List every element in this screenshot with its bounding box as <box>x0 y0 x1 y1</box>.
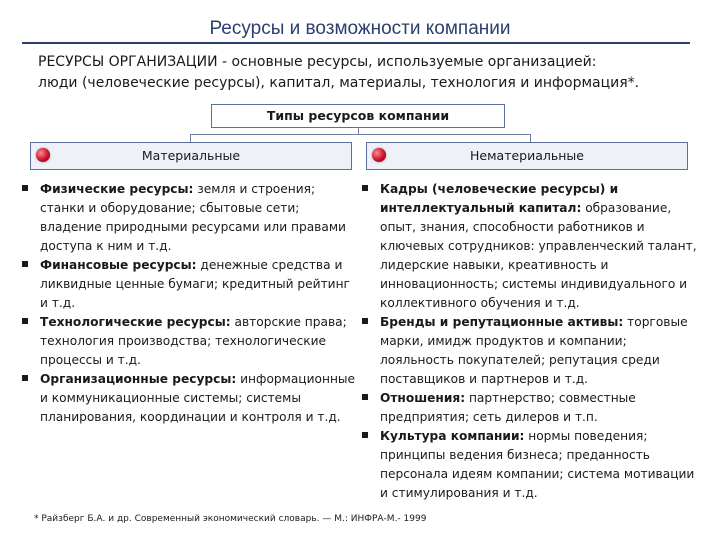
list-item <box>362 180 700 313</box>
item-text: образование, опыт, знания, способности работников и ключевых сотрудников: управленческий талант, лидерские навыки, креативность и инновационность; системы индивидуального и коллективного обучения и т.д. <box>380 201 697 310</box>
square-bullet-icon <box>362 185 368 191</box>
item-text: нормы поведения; принципы ведения бизнеса; преданность персонала идеям компании; система мотивации и стимулирования и т.д. <box>380 429 695 500</box>
list-item <box>22 313 357 370</box>
list-item <box>22 180 357 256</box>
list-item <box>22 370 357 427</box>
item-heading: Физические ресурсы: <box>40 182 194 196</box>
footnote: * Райзберг Б.А. и др. Современный экономический словарь. — М.: ИНФРА-М.- 1999 <box>34 514 427 524</box>
title-underline <box>22 42 690 44</box>
item-text: денежные средства и ликвидные ценные бумаги; кредитный рейтинг и т.д. <box>40 258 350 310</box>
item-text: информационные и коммуникационные системы; системы планирования, координации и контроля и т.д. <box>40 372 356 424</box>
material-resources-list <box>22 180 357 427</box>
definition-text <box>38 52 698 94</box>
list-item <box>22 256 357 313</box>
square-bullet-icon <box>22 261 28 267</box>
connector-horizontal <box>190 134 530 135</box>
list-item <box>362 389 700 427</box>
item-text: авторские права; технология производства; технологические процессы и т.д. <box>40 315 347 367</box>
item-text: торговые марки, имидж продуктов и компании; лояльность покупателей; репутация среди поставщиков и партнеров и т.д. <box>380 315 688 386</box>
nonmaterial-category-box <box>366 142 688 170</box>
page-title: Ресурсы и возможности компании <box>209 18 511 39</box>
item-heading: Отношения: <box>380 391 466 405</box>
resource-types-box: Типы ресурсов компании <box>211 104 505 128</box>
nonmaterial-resources-list <box>362 180 700 503</box>
item-heading: Культура компании: <box>380 429 525 443</box>
definition-line-2: люди (человеческие ресурсы), капитал, материалы, технология и информация*. <box>38 75 640 91</box>
connector-left-drop <box>190 134 191 142</box>
item-heading: Технологические ресурсы: <box>40 315 231 329</box>
square-bullet-icon <box>22 318 28 324</box>
item-heading: Финансовые ресурсы: <box>40 258 197 272</box>
connector-right-drop <box>530 134 531 142</box>
list-item <box>362 427 700 503</box>
material-category-label: Материальные <box>141 148 241 163</box>
item-heading: Кадры (человеческие ресурсы) и интеллектуальный капитал: <box>380 182 619 215</box>
definition-line-1: РЕСУРСЫ ОРГАНИЗАЦИИ - основные ресурсы, используемые организацией: <box>38 54 597 70</box>
nonmaterial-category-label: Нематериальные <box>470 148 584 163</box>
item-text: партнерство; совместные предприятия; сеть дилеров и т.п. <box>380 391 636 424</box>
square-bullet-icon <box>22 185 28 191</box>
item-heading: Бренды и репутационные активы: <box>380 315 624 329</box>
square-bullet-icon <box>22 375 28 381</box>
material-category-box <box>30 142 352 170</box>
square-bullet-icon <box>362 394 368 400</box>
list-item <box>362 313 700 389</box>
square-bullet-icon <box>362 432 368 438</box>
square-bullet-icon <box>362 318 368 324</box>
item-heading: Организационные ресурсы: <box>40 372 237 386</box>
item-text: земля и строения; станки и оборудование; сбытовые сети; владение природными ресурсами или правами доступа к ним и т.д. <box>40 182 346 253</box>
